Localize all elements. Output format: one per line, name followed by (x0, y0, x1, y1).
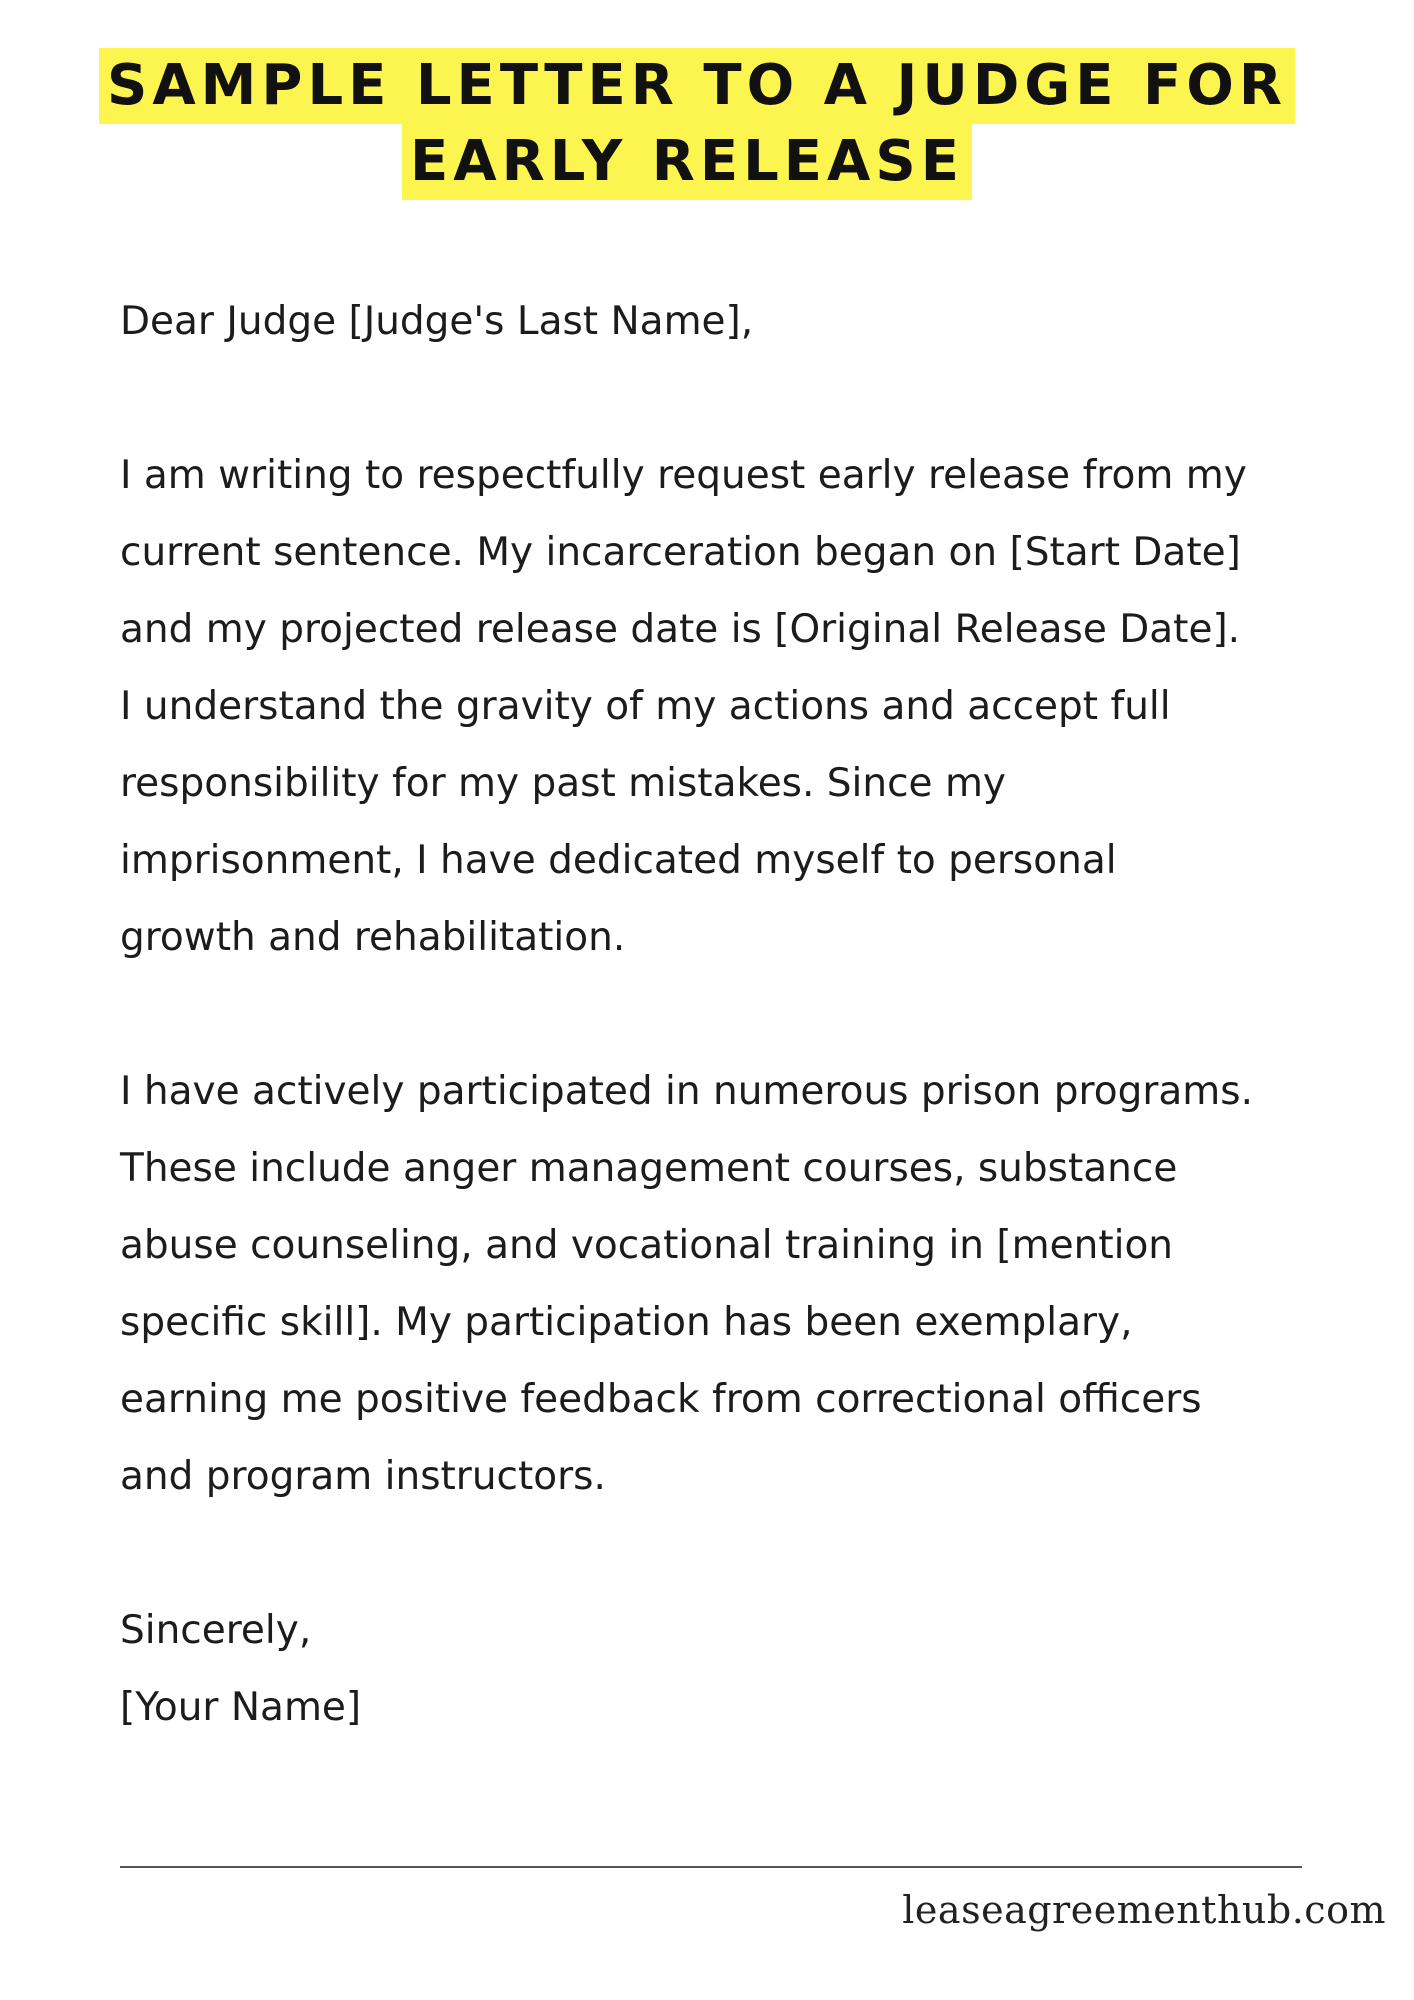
spacer (120, 360, 1360, 437)
title-line-1: SAMPLE LETTER TO A JUDGE FOR (99, 48, 1295, 124)
title-line-2: EARLY RELEASE (402, 124, 972, 200)
spacer (120, 1515, 1360, 1592)
footer-divider (120, 1866, 1302, 1868)
footer-site-name: leaseagreementhub.com (902, 1888, 1386, 1932)
closing: Sincerely, (120, 1608, 312, 1653)
paragraph-1: I am writing to respectfully request early release from my current sentence. My incarceration began on [Start Date] and my projected release date is [Original Release Date]. I understand the gravity of my actions and accept full responsibility for my past mistakes. Since my imprisonment, I have dedicated myself to personal growth and rehabilitation. (120, 453, 1247, 960)
spacer (120, 976, 1360, 1053)
page-title (0, 48, 1414, 200)
letter-body (120, 283, 1360, 1746)
salutation: Dear Judge [Judge's Last Name], (120, 299, 754, 344)
paragraph-2: I have actively participated in numerous prison programs. These include anger management courses, substance abuse counseling, and vocational training in [mention specific skill]. My participation has been exemplary, earning me positive feedback from correctional officers and program instructors. (120, 1069, 1253, 1499)
signature: [Your Name] (120, 1685, 362, 1730)
